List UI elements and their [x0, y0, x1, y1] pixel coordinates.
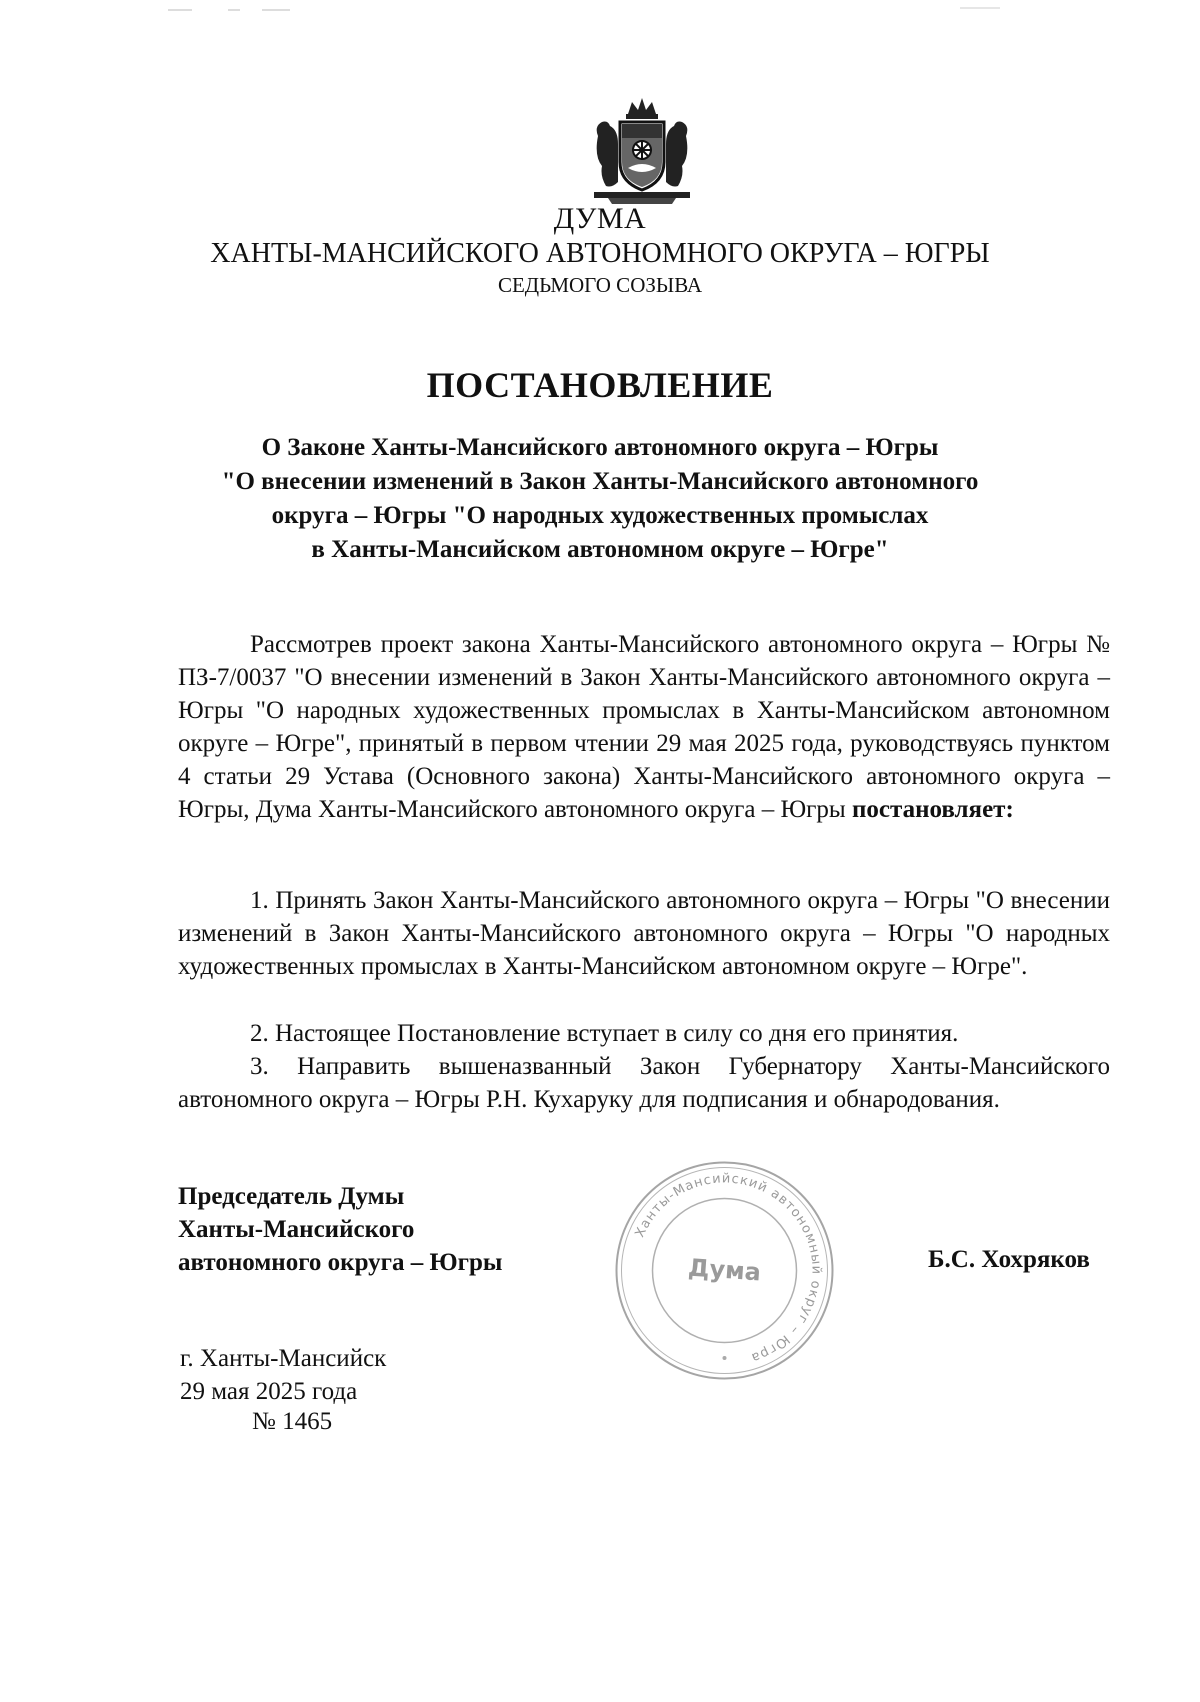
svg-text:Дума: Дума: [687, 1253, 762, 1287]
region-name: ХАНТЫ-МАНСИЙСКОГО АВТОНОМНОГО ОКРУГА – ЮГРЫ: [210, 238, 990, 269]
resolves-keyword: постановляет:: [851, 796, 1014, 823]
document-number: № 1465: [252, 1408, 333, 1435]
title-line: О Законе Ханты-Мансийского автономного округа – Югры: [261, 434, 939, 461]
scan-artifacts: [0, 0, 1200, 30]
resolution-item-3: 3. Направить вышеназванный Закон Губернатору Ханты-Мансийского автономного округа – Югры Р.Н. Кухаруку для подписания и обнародования.: [178, 1053, 1110, 1113]
official-seal: [612, 1158, 837, 1383]
signer-position-line: Ханты-Мансийского: [178, 1216, 415, 1243]
resolution-item-1: 1. Принять Закон Ханты-Мансийского автономного округа – Югры "О внесении изменений в Закон Ханты-Мансийского автономного округа – Югры "О народных художественных промыслах в Ханты-Мансийском автономном округе – Югре".: [178, 887, 1110, 980]
signer-position-line: Председатель Думы: [178, 1183, 405, 1210]
signer-position: [178, 1180, 502, 1279]
place: г. Ханты-Мансийск: [180, 1345, 387, 1372]
title-line: округа – Югры "О народных художественных промыслах: [271, 502, 929, 529]
coat-of-arms-icon: [588, 96, 696, 208]
document-type: ПОСТАНОВЛЕНИЕ: [426, 365, 774, 405]
convocation: СЕДЬМОГО СОЗЫВА: [497, 273, 703, 297]
svg-text:Ханты-Мансийский автономный ок: Ханты-Мансийский автономный округ – Югра: [632, 1171, 824, 1366]
resolution-item-2: 2. Настоящее Постановление вступает в силу со дня его принятия.: [250, 1020, 959, 1047]
title-line: в Ханты-Мансийском автономном округе – Югре": [311, 536, 889, 563]
organization-name: ДУМА: [553, 202, 647, 235]
preamble-paragraph: [178, 628, 1110, 826]
preamble-text: Рассмотрев проект закона Ханты-Мансийского автономного округа – Югры № ПЗ-7/0037 "О внесении изменений в Закон Ханты-Мансийского автономного округа – Югры "О народных художественных промыслах в Ханты-Мансийском автономном округе – Югре", принятый в первом чтении 29 мая 2025 года, руководствуясь пунктом 4 статьи 29 Устава (Основного закона) Ханты-Мансийского автономного округа – Югры, Дума Ханты-Мансийского автономного округа – Югры: [178, 631, 1110, 823]
signer-name: Б.С. Хохряков: [928, 1246, 1090, 1273]
document-title: [150, 431, 1050, 567]
place-and-date: [180, 1342, 386, 1408]
signer-position-line: автономного округа – Югры: [178, 1249, 503, 1276]
date: 29 мая 2025 года: [180, 1378, 358, 1405]
title-line: "О внесении изменений в Закон Ханты-Мансийского автономного: [221, 468, 979, 495]
